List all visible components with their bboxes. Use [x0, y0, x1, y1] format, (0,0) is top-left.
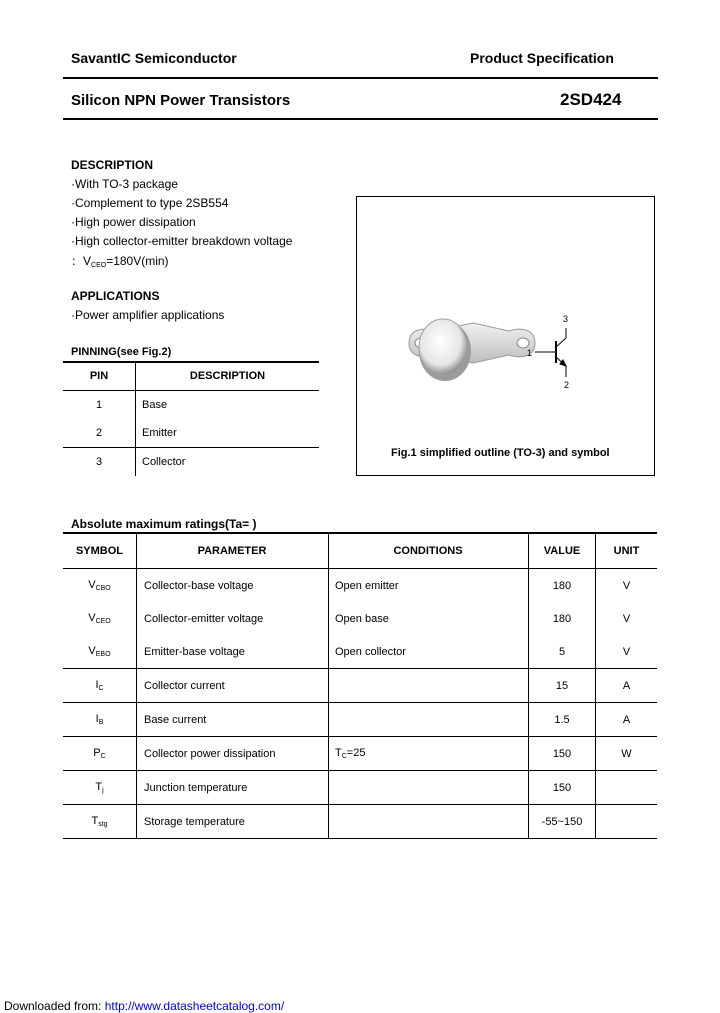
pin-row [63, 448, 319, 477]
description-item: ·High collector-emitter breakdown voltage [71, 234, 293, 248]
unit-cell: V [622, 612, 631, 625]
npn-transistor-symbol [535, 328, 566, 377]
pin-row [63, 419, 319, 448]
footer [4, 999, 284, 1013]
value-cell: 150 [529, 771, 596, 805]
unit-cell: A [596, 669, 658, 703]
conditions-cell: Open emitter [329, 569, 529, 603]
value-header: VALUE [529, 533, 596, 569]
symbol-cell: $P_C$ [63, 737, 137, 771]
table-row [63, 737, 657, 771]
parameter-cell: Junction temperature [137, 771, 329, 805]
conditions-cell [329, 669, 529, 703]
pinning-title: PINNING(see Fig.2) [71, 346, 172, 358]
symbol-cell: $I_C$ [63, 669, 137, 703]
conditions-cell: $T_C=25$ [329, 737, 529, 771]
mounting-hole-right [517, 338, 529, 348]
company-name: SavantIC Semiconductor [71, 50, 237, 66]
value-cell: 1.5 [529, 703, 596, 737]
conditions-cell [329, 805, 529, 839]
pinning-table [63, 362, 319, 476]
unit-cell: V [596, 635, 658, 669]
table-row [63, 805, 657, 839]
parameter-cell: Collector current [137, 669, 329, 703]
pin-number: 1 [63, 391, 136, 420]
symbol-cell: $V_{CEO}$ [63, 602, 137, 635]
symbol-cell: $I_B$ [63, 703, 137, 737]
unit-cell: W [596, 737, 658, 771]
table-row [63, 635, 657, 669]
footer-link[interactable]: http://www.datasheetcatalog.com/ [104, 999, 285, 1013]
value-cell: 180 [529, 569, 596, 603]
application-item: ·Power amplifier applications [71, 308, 225, 322]
unit-cell [596, 771, 658, 805]
parameter-cell: Collector-emitter voltage [137, 602, 329, 635]
symbol-pin-label: 1 [527, 348, 533, 358]
value-cell: -55~150 [529, 805, 596, 839]
to3-package-drawing [357, 197, 654, 475]
unit-cell: V [622, 579, 631, 592]
symbol-cell: $V_{EBO}$ [63, 635, 137, 669]
conditions-cell [329, 771, 529, 805]
value-cell: 5 [529, 635, 596, 669]
value-cell: 150 [529, 737, 596, 771]
pin-number: 2 [63, 419, 136, 448]
unit-cell: A [596, 703, 658, 737]
pin-description: Base [142, 399, 168, 411]
parameter-cell: Base current [137, 703, 329, 737]
value-cell: 180 [529, 602, 596, 635]
parameter-cell: Storage temperature [137, 805, 329, 839]
description-item: ·High power dissipation [71, 215, 196, 229]
pin-header: PIN [63, 362, 136, 391]
pin-description: Collector [136, 448, 320, 477]
figure-caption: Fig.1 simplified outline (TO-3) and symbol [391, 447, 610, 459]
parameter-cell: Emitter-base voltage [137, 635, 329, 669]
applications-title: APPLICATIONS [71, 289, 160, 303]
symbol-cell: $T_{stg}$ [63, 805, 137, 839]
figure-box [356, 196, 655, 476]
conditions-cell: Open base [329, 602, 529, 635]
symbol-cell: $T_j$ [63, 771, 137, 805]
symbol-pin-label: 2 [564, 380, 570, 390]
table-row [63, 771, 657, 805]
table-row [63, 669, 657, 703]
value-cell: 15 [529, 669, 596, 703]
description-item: ·With TO-3 package [71, 177, 178, 191]
vceo-spec: ：$V_{CEO}=180V(\min)$ [71, 254, 169, 269]
description-item: ·Complement to type 2SB554 [71, 196, 229, 210]
pin-row [63, 391, 319, 420]
conditions-cell [329, 703, 529, 737]
product-line: Silicon NPN Power Transistors [71, 92, 291, 109]
table-row [63, 703, 657, 737]
header-rule-bottom [63, 118, 658, 120]
part-number: 2SD424 [560, 90, 622, 109]
pin-description-header: DESCRIPTION [136, 362, 320, 391]
ratings-title: Absolute maximum ratings(Ta= ) [71, 517, 257, 531]
pin-description: Emitter [142, 427, 177, 439]
unit-cell [596, 805, 658, 839]
footer-label: Downloaded from: [4, 999, 102, 1013]
conditions-header: CONDITIONS [329, 533, 529, 569]
description-title: DESCRIPTION [71, 158, 154, 172]
table-row [63, 569, 657, 603]
unit-header: UNIT [596, 533, 658, 569]
parameter-cell: Collector-base voltage [137, 569, 329, 603]
table-row [63, 602, 657, 635]
symbol-pin-label: 3 [563, 314, 569, 324]
header-rule-top [63, 77, 658, 79]
package-can [419, 319, 467, 375]
document-type: Product Specification [470, 50, 614, 66]
ratings-header-row [63, 533, 657, 569]
symbol-header: SYMBOL [63, 533, 137, 569]
pin-number: 3 [63, 448, 136, 477]
parameter-cell: Collector power dissipation [137, 737, 329, 771]
symbol-cell: $V_{CBO}$ [63, 569, 137, 603]
conditions-cell: Open collector [329, 635, 529, 669]
parameter-header: PARAMETER [137, 533, 329, 569]
ratings-table [63, 533, 657, 839]
